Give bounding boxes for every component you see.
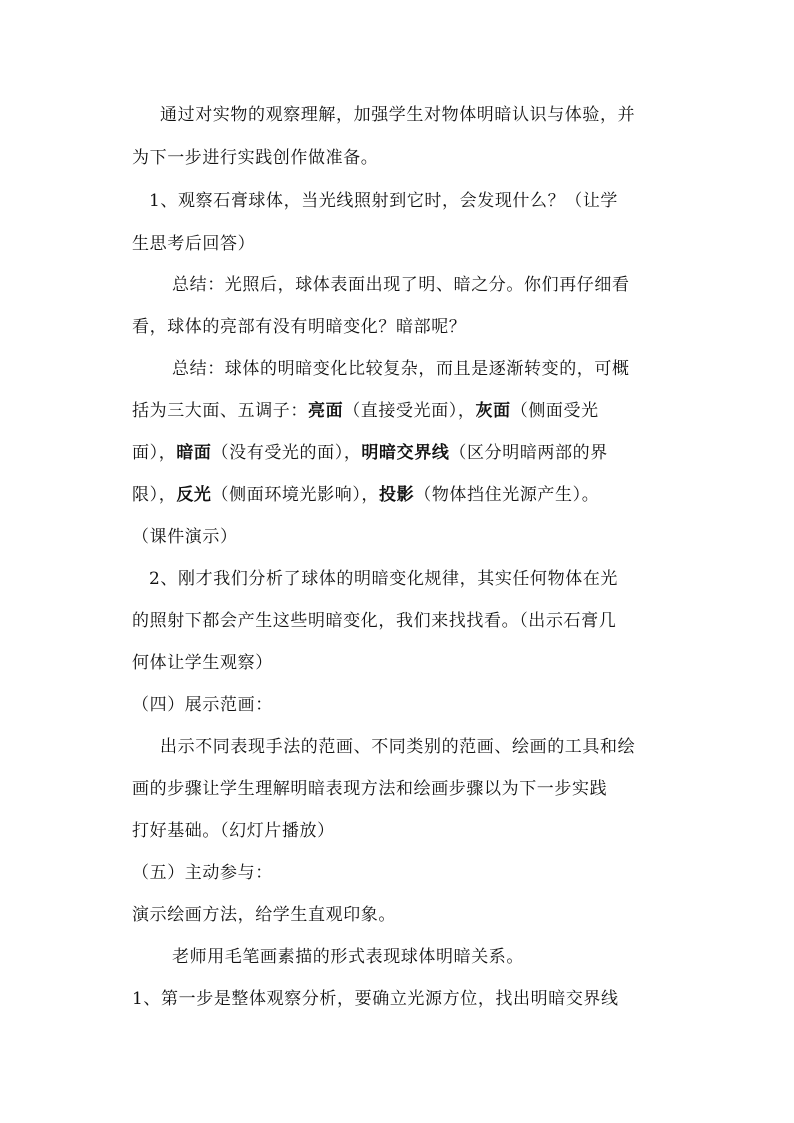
section-5-heading: （五）主动参与： (132, 863, 273, 883)
item-2-line-1: 2、刚才我们分析了球体的明暗变化规律，其实任何物体在光 (149, 569, 619, 589)
paragraph-intro-line-2: 为下一步进行实践创作做准备。 (132, 148, 379, 168)
summary-2-line-4: 限），反光（侧面环境光影响），投影（物体挡住光源产生）。 (132, 485, 600, 505)
section-5-step-1: 1、第一步是整体观察分析，要确立光源方位，找出明暗交界线 (132, 989, 619, 1009)
summary-2-line-5: （课件演示） (132, 527, 238, 547)
section-4-line-2: 画的步骤让学生理解明暗表现方法和绘画步骤以为下一步实践 (132, 779, 608, 799)
item-2-line-2: 的照射下都会产生这些明暗变化，我们来找找看。（出示石膏几 (132, 611, 617, 631)
term-terminator-line: 明暗交界线 (361, 443, 450, 463)
section-4-line-3: 打好基础。（幻灯片播放） (132, 821, 335, 841)
item-1-line-1: 1、观察石膏球体，当光线照射到它时，会发现什么？（让学 (149, 191, 619, 211)
summary-1-line-1: 总结：光照后，球体表面出现了明、暗之分。你们再仔细看 (172, 275, 630, 295)
summary-2-line-1: 总结：球体的明暗变化比较复杂，而且是逐渐转变的，可概 (172, 359, 630, 379)
section-5-line-2: 老师用毛笔画素描的形式表现球体明暗关系。 (172, 947, 524, 967)
term-gray-face: 灰面 (475, 401, 511, 421)
term-dark-face: 暗面 (176, 443, 212, 463)
section-5-line-1: 演示绘画方法，给学生直观印象。 (132, 905, 396, 925)
section-4-line-1: 出示不同表现手法的范画、不同类别的范画、绘画的工具和绘 (160, 737, 636, 757)
term-reflected-light: 反光 (176, 485, 212, 505)
summary-2-line-2: 括为三大面、五调子：亮面（直接受光面），灰面（侧面受光 (132, 401, 599, 421)
summary-2-line-3: 面），暗面（没有受光的面），明暗交界线（区分明暗两部的界 (132, 443, 608, 463)
term-bright-face: 亮面 (308, 401, 344, 421)
term-cast-shadow: 投影 (379, 485, 415, 505)
summary-1-line-2: 看，球体的亮部有没有明暗变化？暗部呢？ (132, 317, 467, 337)
item-2-line-3: 何体让学生观察） (132, 653, 273, 673)
item-1-line-2: 生思考后回答） (132, 234, 256, 254)
paragraph-intro-line-1: 通过对实物的观察理解，加强学生对物体明暗认识与体验，并 (160, 105, 636, 125)
section-4-heading: （四）展示范画： (132, 695, 273, 715)
